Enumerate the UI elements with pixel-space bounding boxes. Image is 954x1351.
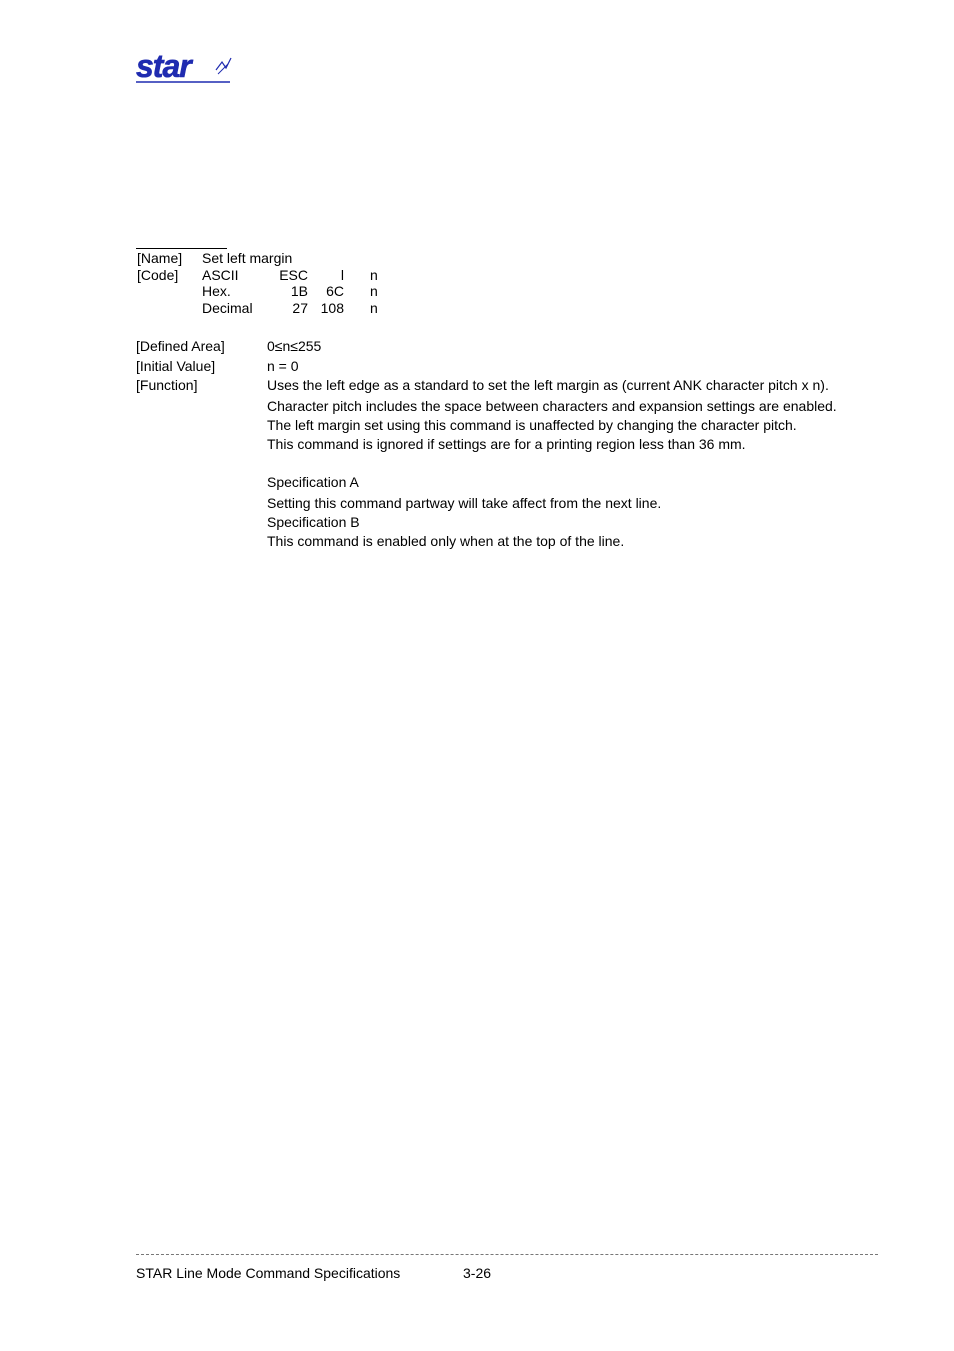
spec-a-title: Specification A	[267, 474, 359, 490]
code-cell: 27	[292, 300, 308, 316]
name-label: [Name]	[137, 250, 183, 266]
footer-doc-title: STAR Line Mode Command Specifications	[136, 1265, 401, 1281]
function-line: The left margin set using this command is unaffected by changing the character pitch.	[267, 417, 797, 433]
code-row-label: Hex.	[202, 283, 231, 299]
code-cell: l	[340, 267, 344, 283]
footer-page-number: 3-26	[463, 1265, 492, 1281]
function-line: Uses the left edge as a standard to set the left margin as (current ANK character pitch x n).	[267, 377, 829, 393]
star-logo	[136, 50, 232, 84]
spec-b-title: Specification B	[267, 514, 360, 530]
function-line: Character pitch includes the space between characters and expansion settings are enabled.	[267, 398, 837, 414]
function-label: [Function]	[136, 377, 198, 393]
defined-area-value: 0≤n≤255	[267, 338, 322, 354]
code-cell: n	[370, 283, 378, 299]
spec-b-text: This command is enabled only when at the top of the line.	[267, 533, 625, 549]
code-cell: n	[370, 267, 378, 283]
name-value: Set left margin	[202, 250, 293, 266]
function-line: This command is ignored if settings are for a printing region less than 36 mm.	[267, 436, 746, 452]
spec-a-text: Setting this command partway will take affect from the next line.	[267, 495, 662, 511]
initial-value-value: n = 0	[267, 358, 299, 374]
code-cell: ESC	[279, 267, 308, 283]
initial-value-label: [Initial Value]	[136, 358, 216, 374]
code-cell: 108	[320, 300, 344, 316]
name-overline	[136, 248, 227, 249]
star-logo-icon	[136, 50, 232, 84]
footer-divider	[136, 1254, 878, 1256]
code-cell: 6C	[326, 283, 344, 299]
defined-area-label: [Defined Area]	[136, 338, 225, 354]
code-label: [Code]	[137, 267, 179, 283]
code-cell: 1B	[290, 283, 308, 299]
logo-wordmark: star	[136, 50, 191, 84]
code-row-label: ASCII	[202, 267, 239, 283]
code-row-label: Decimal	[202, 300, 253, 316]
code-cell: n	[370, 300, 378, 316]
